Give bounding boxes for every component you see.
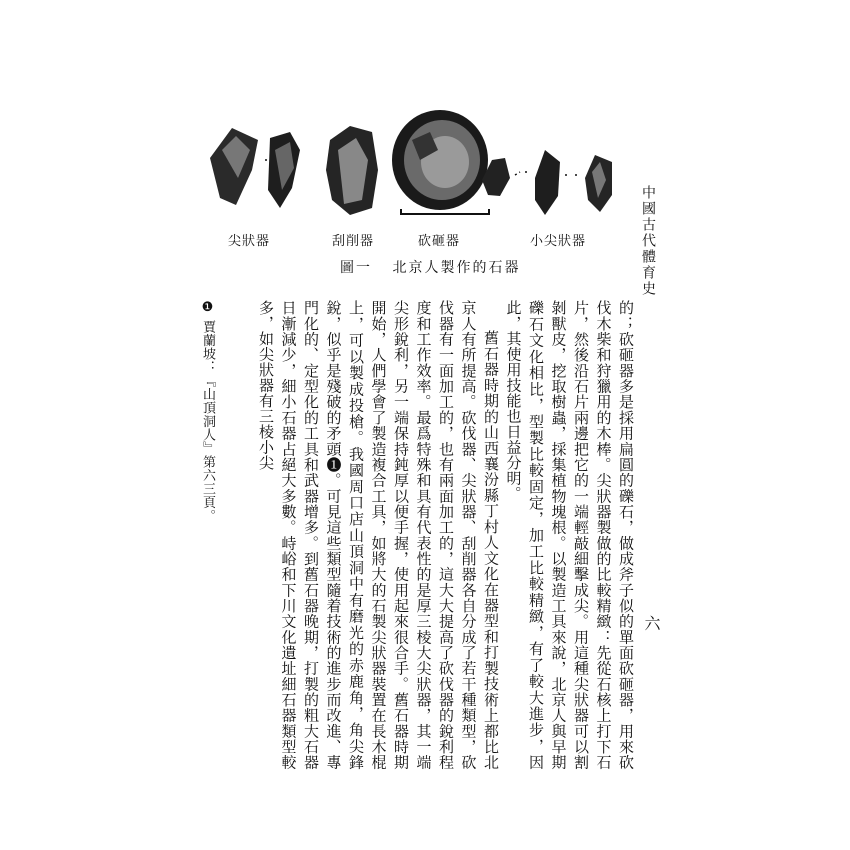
- body-text: [212, 300, 637, 770]
- figure-label-pointed-tool: 尖狀器: [228, 234, 271, 249]
- body-paragraph: 的；砍砸器多是採用扁圓的礫石，做成斧子似的單面砍砸器，用來砍伐木柴和狩獵用的木棒。尖狀器製做的比較精緻：先從石核上打下石片，然後沿石片兩邊把它的一端輕敲細擊成尖。用這種尖狀器可以割剝獸皮，挖取樹蟲，採集植物塊根。以製造工具來說，北京人與早期礫石文化相比，型製比較固定，加工比較精緻，有了較大進步，因此，其使用技能也日益分明。: [504, 300, 635, 770]
- footnote: ❶ 賈蘭坡：『山頂洞人』第六三頁。: [200, 300, 215, 523]
- figure-caption-text: 北京人製作的石器: [392, 260, 521, 276]
- figure-caption: [340, 257, 520, 277]
- chopper-drawing: [392, 110, 488, 210]
- page-number: 六: [642, 615, 661, 631]
- running-head: 中國古代體育史: [640, 185, 656, 297]
- figure-label-chopper: 砍砸器: [418, 234, 461, 249]
- small-pointed-tools-drawing: [482, 150, 612, 215]
- figure-caption-number: 圖一: [340, 260, 372, 276]
- pointed-tool-drawing: [210, 128, 300, 208]
- scale-bar: [400, 207, 490, 215]
- body-paragraph: 舊石器時期的山西襄汾縣丁村人文化在器型和打製技術上都比北京人有所提高。砍伐器、尖狀器、刮削器各自分成了若干種類型，砍伐器有一面加工的，也有兩面加工的，這大大提高了砍伐器的銳利程度和工作效率。最爲特殊和具有代表性的是厚三棱大尖狀器，其一端尖形銳利，另一端保持鈍厚以便手握，使用起來很合手。舊石器時期開始，人們學會了製造複合工具，如將大的石製尖狀器裝置在長木棍上，可以製成投槍。我國周口店山頂洞中有磨光的赤鹿角，角尖鋒銳，似乎是殘破的矛頭❶。可見這些類型隨着技術的進步而改進、專門化的、定型化的工具和武器增多。到舊石器晚期，打製的粗大石器日漸減少，細小石器占絕大多數。峙峪和下川文化遺址細石器類型較多，如尖狀器有三棱小尖: [257, 300, 500, 770]
- figure-label-small-pointed-tool: 小尖狀器: [530, 234, 587, 249]
- scraper-drawing: [326, 126, 378, 215]
- stone-tools-illustration: [0, 0, 850, 240]
- figure-label-scraper: 刮削器: [332, 234, 375, 249]
